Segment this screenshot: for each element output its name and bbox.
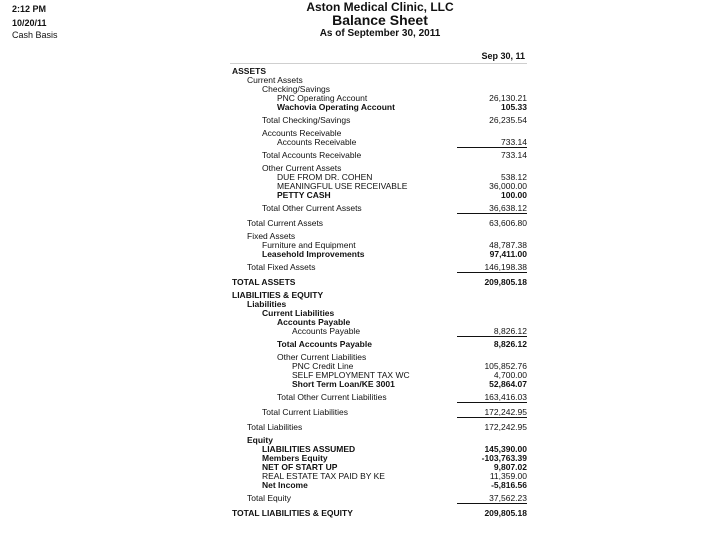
table-row-total: Total Current Liabilities 172,242.95 <box>262 407 527 417</box>
column-header-rule <box>230 63 527 64</box>
table-row: MEANINGFUL USE RECEIVABLE 36,000.00 <box>277 181 527 191</box>
table-row: Equity <box>247 435 273 445</box>
table-row-total: Total Checking/Savings 26,235.54 <box>262 115 527 125</box>
table-row: Other Current Liabilities <box>277 352 367 362</box>
table-row: Fixed Assets <box>247 231 296 241</box>
balance-sheet-table <box>232 67 527 518</box>
table-row: Net Income -5,816.56 <box>262 480 527 490</box>
table-row: Other Current Assets <box>262 163 342 173</box>
table-row-total: Total Liabilities 172,242.95 <box>247 422 527 432</box>
table-row: Current Liabilities <box>262 308 335 318</box>
table-row: Leasehold Improvements 97,411.00 <box>262 249 527 259</box>
table-row-total: Total Other Current Assets 36,638.12 <box>262 203 527 213</box>
table-row-total: Total Equity 37,562.23 <box>247 493 527 503</box>
table-row-total: Total Accounts Payable 8,826.12 <box>277 339 527 349</box>
table-row: Accounts Receivable <box>262 128 342 138</box>
table-row: Liabilities <box>247 299 287 309</box>
table-row: Accounts Payable <box>277 317 351 327</box>
table-row: Current Assets <box>247 75 303 85</box>
table-row: Wachovia Operating Account 105.33 <box>277 102 527 112</box>
table-row: Accounts Payable 8,826.12 <box>292 326 527 336</box>
table-row: REAL ESTATE TAX PAID BY KE 11,359.00 <box>262 471 527 481</box>
table-row: Members Equity -103,763.39 <box>262 453 527 463</box>
table-row: Furniture and Equipment 48,787.38 <box>262 240 527 250</box>
table-row: SELF EMPLOYMENT TAX WC 4,700.00 <box>292 370 527 380</box>
table-row: LIABILITIES ASSUMED 145,390.00 <box>262 444 527 454</box>
report-date: 10/20/11 <box>12 18 47 28</box>
report-title: Balance Sheet <box>332 12 428 28</box>
report-period: As of September 30, 2011 <box>319 28 441 39</box>
table-row: DUE FROM DR. COHEN 538.12 <box>277 172 527 182</box>
table-row: ASSETS <box>232 66 267 76</box>
table-row: Short Term Loan/KE 3001 52,864.07 <box>292 379 527 389</box>
table-row: PNC Operating Account 26,130.21 <box>277 93 527 103</box>
table-row: Checking/Savings <box>262 84 331 94</box>
table-row-total: Total Accounts Receivable 733.14 <box>262 150 527 160</box>
table-row: LIABILITIES & EQUITY <box>232 290 324 300</box>
table-row-grand-total: TOTAL ASSETS 209,805.18 <box>232 277 527 287</box>
table-row-grand-total: TOTAL LIABILITIES & EQUITY 209,805.18 <box>232 508 527 518</box>
table-row: PNC Credit Line 105,852.76 <box>292 361 527 371</box>
table-row-total: Total Fixed Assets 146,198.38 <box>247 262 527 272</box>
table-row: NET OF START UP 9,807.02 <box>262 462 527 472</box>
report-time: 2:12 PM <box>12 4 47 14</box>
table-row-total: Total Current Assets 63,606.80 <box>247 218 527 228</box>
table-row: Accounts Receivable 733.14 <box>277 137 527 147</box>
column-header-date: Sep 30, 11 <box>481 51 525 61</box>
report-basis: Cash Basis <box>12 30 58 40</box>
table-row-total: Total Other Current Liabilities 163,416.03 <box>277 392 527 402</box>
company-name: Aston Medical Clinic, LLC <box>306 0 454 14</box>
table-row: PETTY CASH 100.00 <box>277 190 527 200</box>
